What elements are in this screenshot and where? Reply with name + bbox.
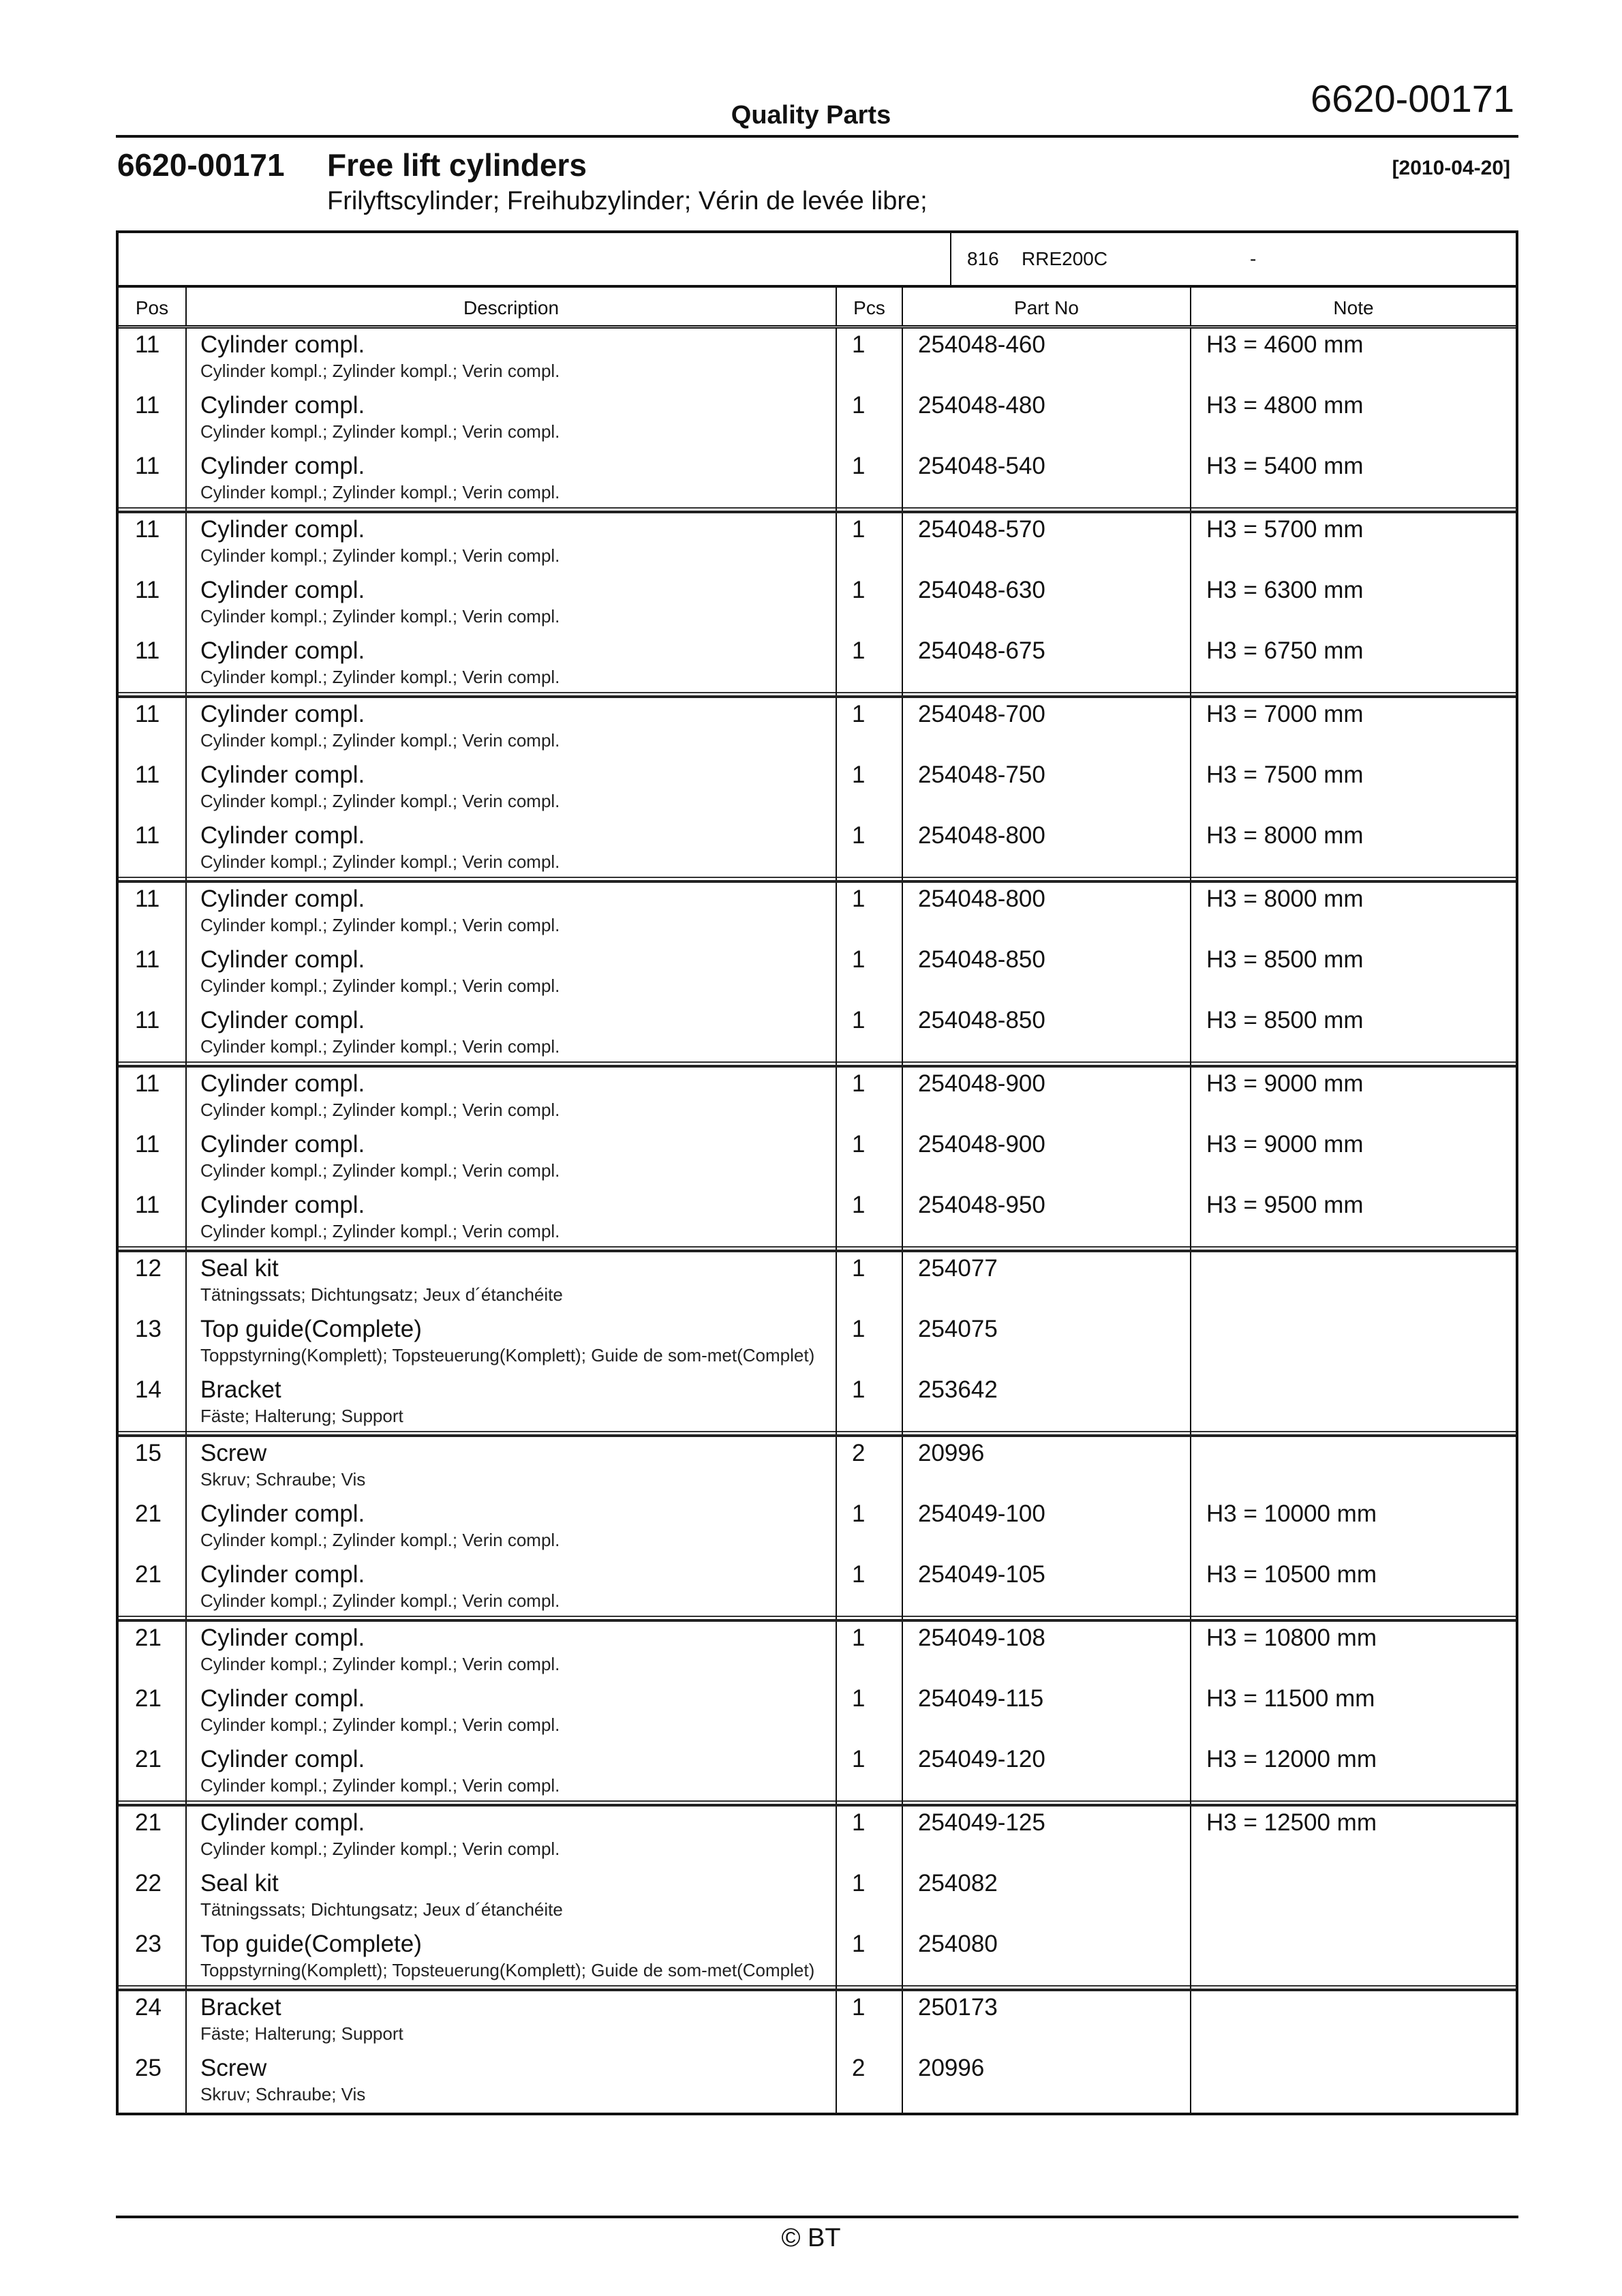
cell-description — [187, 1991, 837, 2052]
cell-description — [187, 2052, 837, 2113]
description-translations: Cylinder kompl.; Zylinder kompl.; Verin compl. — [200, 421, 560, 442]
cell-pcs: 2 — [837, 2052, 903, 2113]
cell-description — [187, 1189, 837, 1250]
description-translations: Cylinder kompl.; Zylinder kompl.; Verin compl. — [200, 791, 560, 811]
cell-pcs: 1 — [837, 698, 903, 759]
cell-description — [187, 574, 837, 635]
table-row — [119, 1867, 1516, 1928]
cell-part-no: 254048-850 — [903, 1004, 1191, 1065]
col-header-part-no: Part No — [903, 288, 1191, 325]
cell-pcs: 1 — [837, 574, 903, 635]
table-row — [119, 1991, 1516, 2052]
cell-note: H3 = 10500 mm — [1206, 1561, 1377, 1588]
cell-pos: 11 — [119, 329, 187, 389]
cell-part-no: 254048-800 — [903, 883, 1191, 943]
description-main: Screw — [200, 1440, 267, 1466]
description-translations: Cylinder kompl.; Zylinder kompl.; Verin compl. — [200, 606, 560, 626]
cell-note — [1191, 1374, 1516, 1434]
table-row — [119, 513, 1516, 574]
cell-note: H3 = 5700 mm — [1206, 516, 1364, 543]
description-main: Bracket — [200, 1994, 281, 2021]
cell-pcs: 1 — [837, 1313, 903, 1374]
row-group — [119, 1068, 1516, 1252]
description-translations: Cylinder kompl.; Zylinder kompl.; Verin compl. — [200, 1590, 560, 1611]
cell-description — [187, 1558, 837, 1619]
cell-part-no: 254049-100 — [903, 1498, 1191, 1558]
cell-pos: 11 — [119, 1189, 187, 1250]
model-divider — [950, 233, 951, 285]
description-translations: Fäste; Halterung; Support — [200, 2023, 403, 2044]
cell-part-no: 254048-700 — [903, 698, 1191, 759]
row-group — [119, 883, 1516, 1068]
description-translations: Cylinder kompl.; Zylinder kompl.; Verin compl. — [200, 667, 560, 687]
cell-note: H3 = 7500 mm — [1206, 761, 1364, 788]
description-translations: Cylinder kompl.; Zylinder kompl.; Verin compl. — [200, 1715, 560, 1735]
description-translations: Cylinder kompl.; Zylinder kompl.; Verin compl. — [200, 1100, 560, 1120]
cell-description — [187, 759, 837, 819]
cell-pcs: 1 — [837, 1128, 903, 1189]
description-main: Cylinder compl. — [200, 392, 365, 419]
cell-part-no: 20996 — [903, 1437, 1191, 1498]
table-row — [119, 1374, 1516, 1434]
description-main: Cylinder compl. — [200, 1007, 365, 1033]
cell-description — [187, 1374, 837, 1434]
header-doc-number: 6620-00171 — [1311, 77, 1514, 120]
table-row — [119, 759, 1516, 819]
table-row — [119, 389, 1516, 450]
description-translations: Cylinder kompl.; Zylinder kompl.; Verin compl. — [200, 851, 560, 872]
description-translations: Cylinder kompl.; Zylinder kompl.; Verin compl. — [200, 730, 560, 751]
cell-pos: 25 — [119, 2052, 187, 2113]
cell-description — [187, 1807, 837, 1867]
cell-note: H3 = 8000 mm — [1206, 886, 1364, 912]
description-translations: Cylinder kompl.; Zylinder kompl.; Verin compl. — [200, 1036, 560, 1057]
cell-pcs: 1 — [837, 1068, 903, 1128]
row-group — [119, 513, 1516, 698]
header-section-title: Quality Parts — [731, 101, 891, 130]
table-row — [119, 450, 1516, 511]
cell-pos: 21 — [119, 1743, 187, 1804]
col-header-note: Note — [1333, 297, 1374, 318]
description-main: Seal kit — [200, 1255, 279, 1282]
cell-pcs: 1 — [837, 1004, 903, 1065]
cell-pcs: 1 — [837, 513, 903, 574]
cell-pos: 15 — [119, 1437, 187, 1498]
cell-note — [1191, 1991, 1516, 2052]
cell-pos: 21 — [119, 1622, 187, 1682]
cell-pos: 22 — [119, 1867, 187, 1928]
table-row — [119, 1068, 1516, 1128]
row-group — [119, 1622, 1516, 1807]
cell-part-no: 254048-460 — [903, 329, 1191, 389]
header-divider — [116, 135, 1518, 138]
description-main: Cylinder compl. — [200, 1192, 365, 1218]
cell-pos: 12 — [119, 1252, 187, 1313]
cell-description — [187, 943, 837, 1004]
cell-pcs: 1 — [837, 1682, 903, 1743]
footer-divider — [116, 2216, 1518, 2218]
cell-part-no: 254048-750 — [903, 759, 1191, 819]
cell-pos: 11 — [119, 574, 187, 635]
cell-pos: 11 — [119, 389, 187, 450]
table-row — [119, 1437, 1516, 1498]
cell-pcs: 1 — [837, 943, 903, 1004]
col-header-pcs: Pcs — [837, 288, 903, 325]
cell-description — [187, 389, 837, 450]
parts-table — [116, 230, 1518, 2115]
cell-pcs: 1 — [837, 1558, 903, 1619]
cell-note — [1191, 1252, 1516, 1313]
description-translations: Cylinder kompl.; Zylinder kompl.; Verin compl. — [200, 976, 560, 996]
cell-pos: 21 — [119, 1558, 187, 1619]
cell-pos: 13 — [119, 1313, 187, 1374]
description-main: Seal kit — [200, 1870, 279, 1897]
cell-description — [187, 1068, 837, 1128]
description-translations: Cylinder kompl.; Zylinder kompl.; Verin compl. — [200, 1160, 560, 1181]
cell-description — [187, 329, 837, 389]
description-translations: Tätningssats; Dichtungsatz; Jeux d´étanchéite — [200, 1899, 563, 1920]
table-row — [119, 1004, 1516, 1065]
cell-note: H3 = 9000 mm — [1206, 1131, 1364, 1158]
cell-part-no: 254049-108 — [903, 1622, 1191, 1682]
cell-note — [1191, 1313, 1516, 1374]
table-row — [119, 329, 1516, 389]
cell-part-no: 254048-900 — [903, 1068, 1191, 1128]
cell-description — [187, 883, 837, 943]
cell-part-no: 254082 — [903, 1867, 1191, 1928]
description-translations: Fäste; Halterung; Support — [200, 1406, 403, 1426]
table-row — [119, 2052, 1516, 2113]
cell-pcs: 1 — [837, 329, 903, 389]
cell-note: H3 = 12500 mm — [1206, 1809, 1377, 1836]
table-row — [119, 1313, 1516, 1374]
page-title: Free lift cylinders — [327, 147, 587, 183]
cell-note: H3 = 10000 mm — [1206, 1500, 1377, 1527]
cell-pcs: 1 — [837, 883, 903, 943]
cell-description — [187, 1622, 837, 1682]
table-row — [119, 819, 1516, 880]
cell-pos: 11 — [119, 635, 187, 695]
cell-note: H3 = 8000 mm — [1206, 822, 1364, 849]
description-translations: Skruv; Schraube; Vis — [200, 1469, 366, 1490]
description-main: Cylinder compl. — [200, 1625, 365, 1651]
cell-pcs: 1 — [837, 819, 903, 880]
description-translations: Cylinder kompl.; Zylinder kompl.; Verin compl. — [200, 915, 560, 935]
cell-pcs: 1 — [837, 1807, 903, 1867]
cell-pos: 11 — [119, 1068, 187, 1128]
cell-note — [1191, 1928, 1516, 1989]
cell-part-no: 254048-900 — [903, 1128, 1191, 1189]
description-main: Cylinder compl. — [200, 1685, 365, 1712]
cell-pcs: 1 — [837, 1189, 903, 1250]
cell-note: H3 = 4600 mm — [1206, 331, 1364, 358]
description-main: Cylinder compl. — [200, 453, 365, 479]
description-translations: Cylinder kompl.; Zylinder kompl.; Verin compl. — [200, 1530, 560, 1550]
title-translations: Frilyftscylinder; Freihubzylinder; Vérin de levée libre; — [327, 187, 928, 215]
description-translations: Cylinder kompl.; Zylinder kompl.; Verin compl. — [200, 1221, 560, 1241]
cell-description — [187, 635, 837, 695]
model-code: 816 — [967, 248, 999, 269]
cell-part-no: 254048-675 — [903, 635, 1191, 695]
cell-part-no: 254048-850 — [903, 943, 1191, 1004]
table-row — [119, 1682, 1516, 1743]
description-translations: Cylinder kompl.; Zylinder kompl.; Verin compl. — [200, 361, 560, 381]
cell-pcs: 1 — [837, 635, 903, 695]
cell-description — [187, 1867, 837, 1928]
cell-note: H3 = 8500 mm — [1206, 1007, 1364, 1033]
row-group — [119, 1991, 1516, 2113]
cell-part-no: 254048-800 — [903, 819, 1191, 880]
table-row — [119, 1807, 1516, 1867]
footer-copyright: © BT — [781, 2224, 841, 2252]
cell-note: H3 = 12000 mm — [1206, 1746, 1377, 1772]
cell-part-no: 254048-630 — [903, 574, 1191, 635]
description-main: Cylinder compl. — [200, 946, 365, 973]
row-group — [119, 1437, 1516, 1622]
table-row — [119, 943, 1516, 1004]
description-translations: Cylinder kompl.; Zylinder kompl.; Verin compl. — [200, 482, 560, 502]
cell-pcs: 1 — [837, 1991, 903, 2052]
cell-description — [187, 1498, 837, 1558]
description-translations: Cylinder kompl.; Zylinder kompl.; Verin compl. — [200, 1775, 560, 1796]
table-row — [119, 1622, 1516, 1682]
description-translations: Toppstyrning(Komplett); Topsteuerung(Komplett); Guide de som-met(Complet) — [200, 1960, 815, 1980]
description-main: Cylinder compl. — [200, 331, 365, 358]
cell-description — [187, 1004, 837, 1065]
cell-pos: 21 — [119, 1682, 187, 1743]
description-main: Cylinder compl. — [200, 822, 365, 849]
cell-note: H3 = 6300 mm — [1206, 577, 1364, 603]
description-main: Cylinder compl. — [200, 761, 365, 788]
table-body — [119, 329, 1516, 2113]
cell-part-no: 250173 — [903, 1991, 1191, 2052]
description-main: Cylinder compl. — [200, 1809, 365, 1836]
table-row — [119, 1252, 1516, 1313]
description-main: Top guide(Complete) — [200, 1316, 422, 1342]
description-main: Cylinder compl. — [200, 577, 365, 603]
cell-part-no: 254049-125 — [903, 1807, 1191, 1867]
row-group — [119, 329, 1516, 513]
cell-pcs: 1 — [837, 1743, 903, 1804]
cell-note: H3 = 7000 mm — [1206, 701, 1364, 727]
cell-part-no: 254075 — [903, 1313, 1191, 1374]
cell-note: H3 = 8500 mm — [1206, 946, 1364, 973]
model-box — [119, 233, 1516, 288]
description-main: Cylinder compl. — [200, 1746, 365, 1772]
cell-pcs: 1 — [837, 1928, 903, 1989]
cell-pos: 24 — [119, 1991, 187, 2052]
description-translations: Cylinder kompl.; Zylinder kompl.; Verin compl. — [200, 1839, 560, 1859]
description-main: Top guide(Complete) — [200, 1931, 422, 1957]
description-main: Cylinder compl. — [200, 1500, 365, 1527]
cell-pcs: 1 — [837, 1252, 903, 1313]
cell-description — [187, 1682, 837, 1743]
table-row — [119, 1189, 1516, 1250]
cell-note — [1191, 1437, 1516, 1498]
cell-part-no: 254048-480 — [903, 389, 1191, 450]
cell-pcs: 1 — [837, 1374, 903, 1434]
cell-part-no: 254048-950 — [903, 1189, 1191, 1250]
cell-pos: 11 — [119, 883, 187, 943]
cell-part-no: 254049-115 — [903, 1682, 1191, 1743]
table-header — [119, 288, 1516, 329]
cell-pos: 11 — [119, 1004, 187, 1065]
cell-part-no: 254080 — [903, 1928, 1191, 1989]
row-group — [119, 1252, 1516, 1437]
description-main: Cylinder compl. — [200, 886, 365, 912]
description-translations: Tätningssats; Dichtungsatz; Jeux d´étanchéite — [200, 1284, 563, 1305]
cell-pos: 11 — [119, 759, 187, 819]
cell-part-no: 254049-105 — [903, 1558, 1191, 1619]
cell-pos: 11 — [119, 819, 187, 880]
cell-pos: 11 — [119, 513, 187, 574]
cell-note: H3 = 6750 mm — [1206, 637, 1364, 664]
cell-part-no: 254048-540 — [903, 450, 1191, 511]
cell-note: H3 = 5400 mm — [1206, 453, 1364, 479]
cell-note: H3 = 10800 mm — [1206, 1625, 1377, 1651]
cell-description — [187, 1313, 837, 1374]
col-header-pos: Pos — [119, 288, 187, 325]
cell-pcs: 1 — [837, 1498, 903, 1558]
cell-part-no: 20996 — [903, 2052, 1191, 2113]
title-number: 6620-00171 — [117, 147, 285, 183]
cell-note — [1191, 2052, 1516, 2113]
row-group — [119, 1807, 1516, 1991]
cell-note: H3 = 4800 mm — [1206, 392, 1364, 419]
cell-description — [187, 698, 837, 759]
table-row — [119, 1743, 1516, 1804]
cell-description — [187, 513, 837, 574]
cell-pcs: 1 — [837, 759, 903, 819]
cell-pcs: 1 — [837, 450, 903, 511]
cell-description — [187, 1252, 837, 1313]
description-main: Cylinder compl. — [200, 637, 365, 664]
table-row — [119, 698, 1516, 759]
description-translations: Cylinder kompl.; Zylinder kompl.; Verin compl. — [200, 545, 560, 566]
cell-description — [187, 1437, 837, 1498]
table-row — [119, 635, 1516, 695]
cell-part-no: 254048-570 — [903, 513, 1191, 574]
description-translations: Toppstyrning(Komplett); Topsteuerung(Komplett); Guide de som-met(Complet) — [200, 1345, 815, 1365]
cell-pcs: 1 — [837, 1867, 903, 1928]
description-main: Cylinder compl. — [200, 1561, 365, 1588]
cell-description — [187, 1743, 837, 1804]
row-group — [119, 698, 1516, 883]
table-row — [119, 574, 1516, 635]
table-row — [119, 1558, 1516, 1619]
description-main: Cylinder compl. — [200, 516, 365, 543]
cell-description — [187, 450, 837, 511]
cell-note — [1191, 1867, 1516, 1928]
table-row — [119, 1928, 1516, 1989]
table-row — [119, 1128, 1516, 1189]
table-row — [119, 883, 1516, 943]
cell-pos: 21 — [119, 1498, 187, 1558]
cell-description — [187, 819, 837, 880]
cell-description — [187, 1928, 837, 1989]
description-main: Cylinder compl. — [200, 1131, 365, 1158]
cell-pcs: 1 — [837, 389, 903, 450]
description-main: Screw — [200, 2055, 267, 2081]
cell-pos: 21 — [119, 1807, 187, 1867]
cell-pos: 11 — [119, 943, 187, 1004]
col-header-description: Description — [187, 288, 837, 325]
model-extra: - — [1250, 248, 1257, 269]
table-row — [119, 1498, 1516, 1558]
cell-pcs: 1 — [837, 1622, 903, 1682]
cell-part-no: 254049-120 — [903, 1743, 1191, 1804]
cell-part-no: 253642 — [903, 1374, 1191, 1434]
description-translations: Cylinder kompl.; Zylinder kompl.; Verin compl. — [200, 1654, 560, 1674]
description-main: Cylinder compl. — [200, 701, 365, 727]
cell-pos: 14 — [119, 1374, 187, 1434]
cell-pos: 11 — [119, 450, 187, 511]
description-main: Bracket — [200, 1376, 281, 1403]
cell-part-no: 254077 — [903, 1252, 1191, 1313]
cell-note: H3 = 9000 mm — [1206, 1070, 1364, 1097]
cell-description — [187, 1128, 837, 1189]
cell-pos: 11 — [119, 698, 187, 759]
cell-note: H3 = 11500 mm — [1206, 1685, 1375, 1712]
cell-pos: 23 — [119, 1928, 187, 1989]
cell-pcs: 2 — [837, 1437, 903, 1498]
description-translations: Skruv; Schraube; Vis — [200, 2084, 366, 2104]
description-main: Cylinder compl. — [200, 1070, 365, 1097]
title-date: [2010-04-20] — [1392, 157, 1510, 179]
cell-note: H3 = 9500 mm — [1206, 1192, 1364, 1218]
model-name: RRE200C — [1022, 248, 1108, 269]
cell-pos: 11 — [119, 1128, 187, 1189]
